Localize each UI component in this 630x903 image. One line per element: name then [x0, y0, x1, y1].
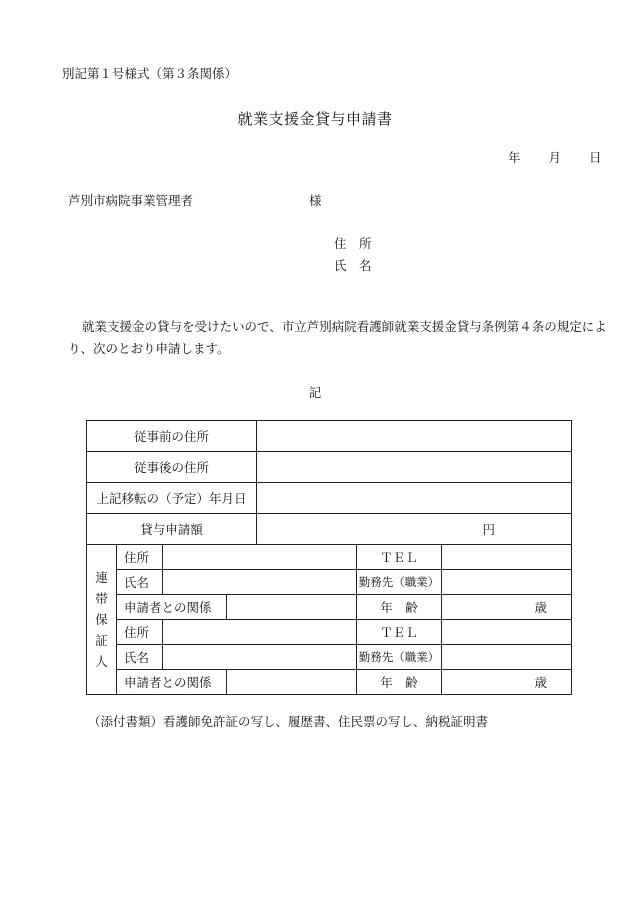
guarantor1-name-label: 氏名	[117, 570, 163, 595]
move-date-field[interactable]	[257, 483, 572, 514]
guarantor-char: 人	[95, 654, 108, 669]
joint-guarantor-label	[87, 545, 117, 695]
applicant-name-label: 氏 名	[334, 258, 372, 273]
guarantor2-age-field[interactable]: 歳	[442, 670, 572, 695]
guarantor1-relation-field[interactable]	[227, 595, 357, 620]
prev-address-field[interactable]	[257, 421, 572, 452]
form-number: 別記第１号様式（第３条関係）	[62, 66, 238, 81]
date-year-label: 年	[508, 150, 521, 165]
date-line	[508, 148, 602, 166]
guarantor2-relation-label: 申請者との関係	[117, 670, 227, 695]
guarantor1-row-address	[87, 545, 572, 570]
row-new-address	[87, 452, 572, 483]
date-month-label: 月	[548, 150, 562, 165]
guarantor2-workplace-label: 勤務先（職業）	[357, 645, 442, 670]
guarantor2-row-relation	[87, 670, 572, 695]
guarantor2-tel-label: ＴＥＬ	[357, 620, 442, 645]
honorific: 様	[309, 193, 322, 208]
applicant-address-label: 住 所	[334, 236, 372, 251]
row-loan-amount	[87, 514, 572, 545]
date-day-label: 日	[589, 150, 602, 165]
guarantor1-address-field[interactable]	[163, 545, 357, 570]
loan-amount-field[interactable]: 円	[257, 514, 572, 545]
guarantor2-address-label: 住所	[117, 620, 163, 645]
row-prev-address	[87, 421, 572, 452]
guarantor1-age-label: 年 齢	[357, 595, 442, 620]
loan-amount-label: 貸与申請額	[87, 514, 257, 545]
guarantor2-workplace-field[interactable]	[442, 645, 572, 670]
document-title: 就業支援金貸与申請書	[237, 110, 393, 128]
guarantor1-workplace-label: 勤務先（職業）	[357, 570, 442, 595]
guarantor2-address-field[interactable]	[163, 620, 357, 645]
ki-heading: 記	[308, 385, 322, 400]
move-date-label: 上記移転の（予定）年月日	[87, 483, 257, 514]
guarantor2-name-label: 氏名	[117, 645, 163, 670]
guarantor-char: 連	[95, 570, 108, 585]
guarantor2-row-name	[87, 645, 572, 670]
guarantor1-address-label: 住所	[117, 545, 163, 570]
guarantor1-name-field[interactable]	[163, 570, 357, 595]
row-move-date	[87, 483, 572, 514]
guarantor2-relation-field[interactable]	[227, 670, 357, 695]
guarantor2-age-label: 年 齢	[357, 670, 442, 695]
attachments-note: （添付書類）看護師免許証の写し、履歴書、住民票の写し、納税証明書	[88, 714, 489, 729]
new-address-field[interactable]	[257, 452, 572, 483]
guarantor1-workplace-field[interactable]	[442, 570, 572, 595]
guarantor1-row-relation	[87, 595, 572, 620]
addressee: 芦別市病院事業管理者	[68, 193, 194, 208]
prev-address-label: 従事前の住所	[87, 421, 257, 452]
guarantor-char: 保	[95, 612, 108, 627]
guarantor1-relation-label: 申請者との関係	[117, 595, 227, 620]
guarantor2-name-field[interactable]	[163, 645, 357, 670]
guarantor1-age-field[interactable]: 歳	[442, 595, 572, 620]
guarantor-char: 帯	[95, 591, 108, 606]
guarantor1-row-name	[87, 570, 572, 595]
guarantor-char: 証	[95, 633, 108, 648]
application-table	[86, 420, 572, 695]
body-text: 就業支援金の貸与を受けたいので、市立芦別病院看護師就業支援金貸与条例第４条の規定により、次のとおり申請します。	[68, 319, 607, 356]
guarantor2-tel-field[interactable]	[442, 620, 572, 645]
guarantor1-tel-label: ＴＥＬ	[357, 545, 442, 570]
new-address-label: 従事後の住所	[87, 452, 257, 483]
guarantor1-tel-field[interactable]	[442, 545, 572, 570]
guarantor2-row-address	[87, 620, 572, 645]
